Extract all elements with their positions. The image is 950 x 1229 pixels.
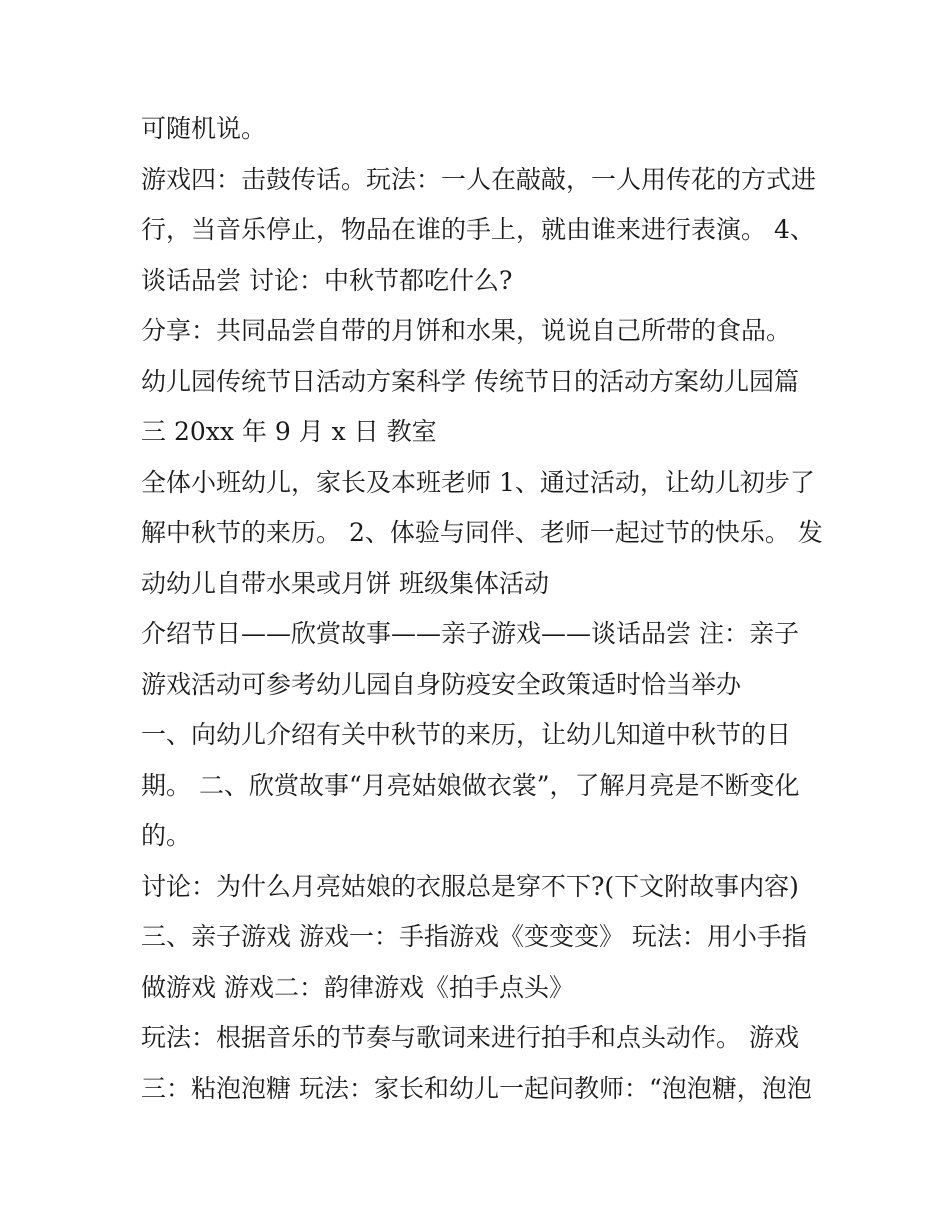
text-line: 三、亲子游戏 游戏一：手指游戏《变变变》 玩法：用小手指 — [141, 922, 807, 951]
text-line: 行，当音乐停止，物品在谁的手上，就由谁来进行表演。 4、 — [141, 215, 815, 244]
text-line: 玩法：根据音乐的节奏与歌词来进行拍手和点头动作。 游戏 — [141, 1023, 799, 1052]
text-line: 谈话品尝 讨论：中秋节都吃什么? — [141, 265, 513, 295]
text-line: 分享：共同品尝自带的月饼和水果，说说自己所带的食品。 — [141, 316, 792, 345]
text-line: 介绍节日——欣赏故事——亲子游戏——谈话品尝 注：亲子 — [141, 619, 799, 648]
text-line: 全体小班幼儿，家长及本班老师 1、通过活动，让幼儿初步了 — [141, 467, 815, 497]
text-line: 一、向幼儿介绍有关中秋节的来历，让幼儿知道中秋节的日 — [141, 720, 792, 749]
text-line: 幼儿园传统节日活动方案科学 传统节日的活动方案幼儿园篇 — [141, 366, 799, 396]
text-line: 可随机说。 — [141, 114, 267, 143]
text-line: 解中秋节的来历。 2、体验与同伴、老师一起过节的快乐。 发 — [141, 518, 823, 547]
text-line: 三：粘泡泡糖 玩法：家长和幼儿一起问教师：“泡泡糖，泡泡 — [141, 1073, 812, 1103]
text-line: 期。 二、欣赏故事“月亮姑娘做衣裳”，了解月亮是不断变化 — [141, 770, 800, 800]
text-line: 讨论：为什么月亮姑娘的衣服总是穿不下?(下文附故事内容) — [141, 871, 799, 901]
text-line: 游戏活动可参考幼儿园自身防疫安全政策适时恰当举办 — [141, 669, 742, 699]
text-line: 的。 — [141, 821, 192, 850]
text-line: 游戏四：击鼓传话。玩法：一人在敲敲，一人用传花的方式进 — [141, 164, 817, 194]
text-line: 三 20xx 年 9 月 x 日 教室 — [141, 417, 437, 446]
text-line: 做游戏 游戏二：韵律游戏《拍手点头》 — [141, 972, 574, 1002]
text-line: 动幼儿自带水果或月饼 班级集体活动 — [141, 568, 549, 598]
document-body — [141, 104, 821, 1114]
